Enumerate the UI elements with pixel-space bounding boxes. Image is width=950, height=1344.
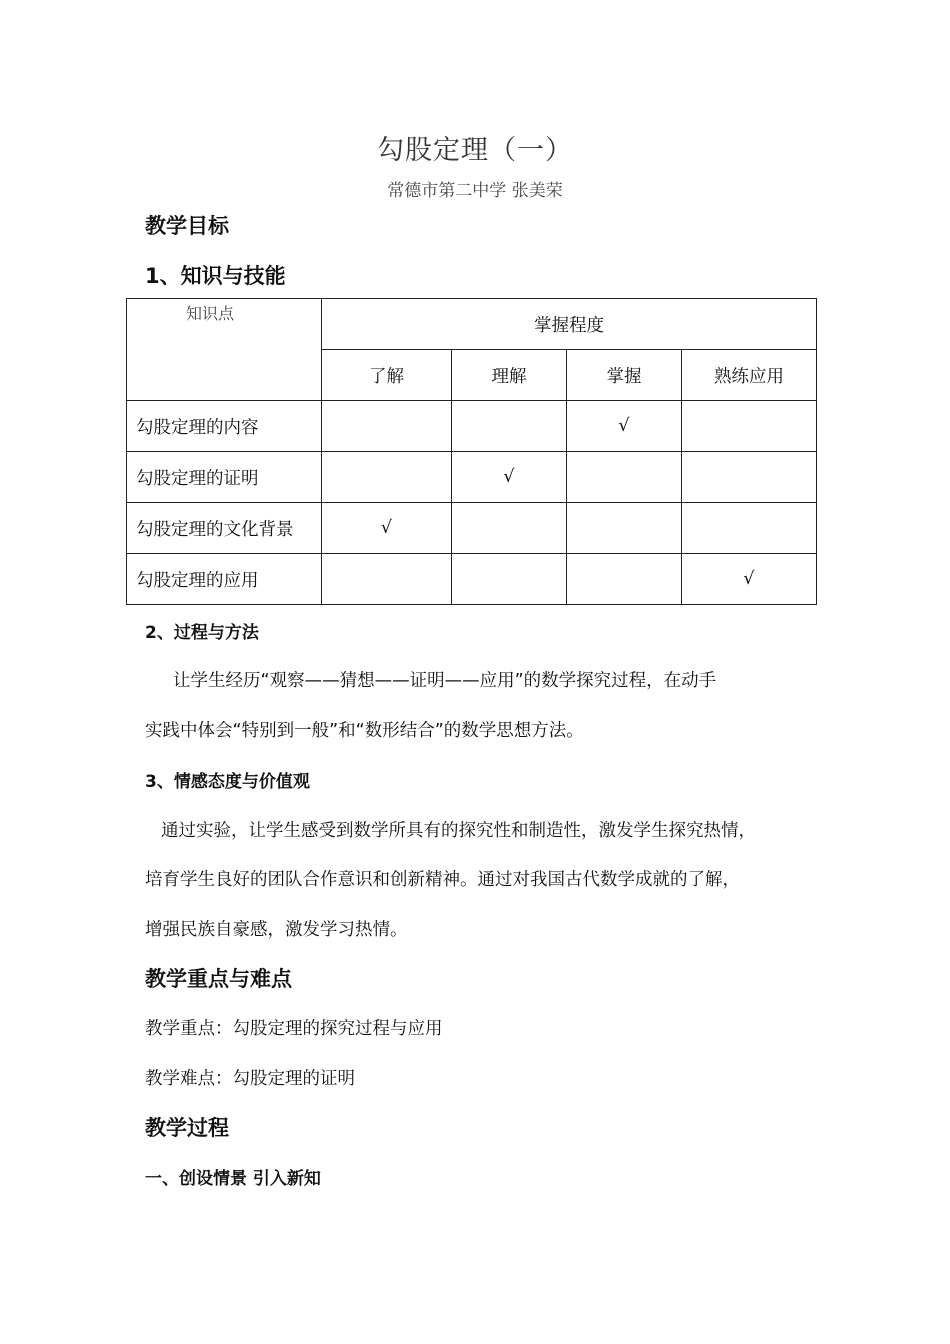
- subheading-attitude-values: 3、情感态度与价值观: [145, 772, 310, 792]
- level-header: 熟练应用: [682, 350, 817, 401]
- document-title: 勾股定理（一）: [377, 135, 573, 166]
- mark-cell: [322, 452, 452, 503]
- mark-cell: [322, 554, 452, 605]
- topic-cell: 勾股定理的应用: [127, 554, 322, 605]
- attitude-text-line: 增强民族自豪感，激发学习热情。: [145, 920, 408, 940]
- mark-cell: [682, 503, 817, 554]
- knowledge-mastery-table: [126, 298, 817, 605]
- topic-cell: 勾股定理的文化背景: [127, 503, 322, 554]
- process-text-line: 让学生经历“观察——猜想——证明——应用”的数学探究过程，在动手: [173, 671, 717, 691]
- mark-cell: [682, 452, 817, 503]
- table-row: [127, 452, 817, 503]
- mark-cell: √: [567, 401, 682, 452]
- mark-cell: [322, 401, 452, 452]
- mark-cell: √: [322, 503, 452, 554]
- attitude-text-line: 通过实验，让学生感受到数学所具有的探究性和制造性，激发学生探究热情，: [161, 821, 756, 841]
- table-row: [127, 503, 817, 554]
- author-line: 常德市第二中学 张美荣: [387, 181, 563, 201]
- key-point-line: 教学重点：勾股定理的探究过程与应用: [145, 1019, 443, 1039]
- mark-cell: [567, 503, 682, 554]
- table-corner-header: 知识点: [127, 299, 322, 401]
- mark-cell: [452, 401, 567, 452]
- topic-cell: 勾股定理的证明: [127, 452, 322, 503]
- subheading-process-method: 2、过程与方法: [145, 623, 259, 643]
- topic-cell: 勾股定理的内容: [127, 401, 322, 452]
- mark-cell: [682, 401, 817, 452]
- mark-cell: √: [452, 452, 567, 503]
- level-header: 掌握: [567, 350, 682, 401]
- process-step-heading: 一、创设情景 引入新知: [145, 1169, 321, 1189]
- mark-cell: [452, 503, 567, 554]
- section-heading-key-difficult: 教学重点与难点: [145, 967, 292, 991]
- mark-cell: [567, 554, 682, 605]
- mark-cell: [452, 554, 567, 605]
- difficult-point-line: 教学难点：勾股定理的证明: [145, 1069, 355, 1089]
- level-header: 了解: [322, 350, 452, 401]
- section-heading-goals: 教学目标: [145, 214, 229, 238]
- table-group-header: 掌握程度: [322, 299, 817, 350]
- section-heading-process: 教学过程: [145, 1116, 229, 1140]
- mark-cell: √: [682, 554, 817, 605]
- table-row: [127, 401, 817, 452]
- mark-cell: [567, 452, 682, 503]
- level-header: 理解: [452, 350, 567, 401]
- table-row: [127, 554, 817, 605]
- subheading-knowledge-skills: 1、知识与技能: [145, 264, 286, 288]
- attitude-text-line: 培育学生良好的团队合作意识和创新精神。通过对我国古代数学成就的了解，: [145, 870, 740, 890]
- process-text-line: 实践中体会“特别到一般”和“数形结合”的数学思想方法。: [145, 721, 584, 741]
